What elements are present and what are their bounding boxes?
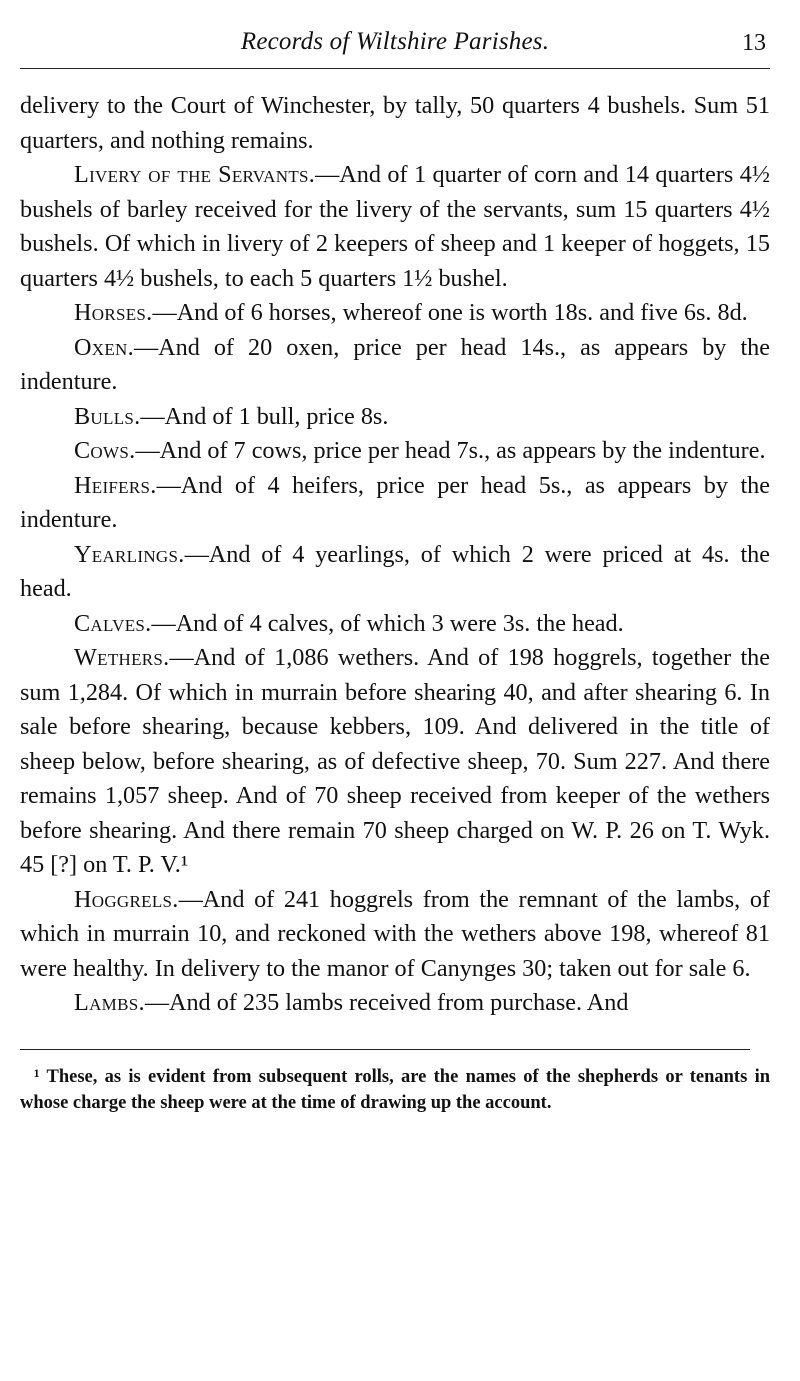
paragraph-heading: Heifers. bbox=[74, 471, 157, 499]
paragraph-heading: Bulls. bbox=[74, 402, 141, 430]
paragraph-hoggrels bbox=[20, 883, 770, 987]
paragraph-text: —And of 1 bull, price 8s. bbox=[140, 402, 389, 430]
paragraph-horses bbox=[20, 296, 770, 331]
paragraph-yearlings bbox=[20, 538, 770, 607]
body-text bbox=[20, 89, 770, 1021]
paragraph-heifers bbox=[20, 469, 770, 538]
paragraph-heading: Lambs. bbox=[74, 989, 145, 1016]
paragraph-delivery bbox=[20, 89, 770, 158]
paragraph-text: —And of 7 cows, price per head 7s., as appears by the indenture. bbox=[135, 437, 766, 464]
running-header bbox=[20, 24, 770, 69]
paragraph-heading: Livery of the Servants. bbox=[74, 161, 316, 188]
paragraph-calves bbox=[20, 607, 770, 642]
paragraph-heading: Calves. bbox=[74, 609, 152, 637]
paragraph-text: —And of 1,086 wethers. And of 198 hoggrels, together the sum 1,284. Of which in murrain before shearing 40, and after shearing 6. In sale before shearing, because kebbers, 109. And delivered in the title of sheep below, before shearing, as of defective sheep, 70. Sum 227. And there remains 1,057 sheep. And of 70 sheep received from keeper of the wethers before shearing. And there remain 70 sheep charged on W. P. 26 on T. Wyk. 45 [?] on T. P. V.¹ bbox=[20, 644, 770, 878]
paragraph-bulls bbox=[20, 400, 770, 435]
paragraph-heading: Cows. bbox=[74, 437, 136, 464]
paragraph-heading: Oxen. bbox=[74, 333, 134, 361]
paragraph-cows bbox=[20, 434, 770, 469]
paragraph-text: —And of 4 calves, of which 3 were 3s. the head. bbox=[151, 609, 624, 637]
paragraph-wethers bbox=[20, 641, 770, 883]
paragraph-heading: Wethers. bbox=[74, 644, 170, 671]
paragraph-text: —And of 4 heifers, price per head 5s., as appears by the indenture. bbox=[20, 471, 770, 533]
paragraph-livery bbox=[20, 158, 770, 296]
running-title: Records of Wiltshire Parishes. bbox=[240, 28, 550, 55]
paragraph-heading: Horses. bbox=[74, 299, 153, 326]
footnote-divider bbox=[20, 1049, 750, 1050]
page-number: 13 bbox=[742, 30, 766, 56]
paragraph-text: —And of 1 quarter of corn and 14 quarters 4½ bushels of barley received for the livery of the servants, sum 15 quarters 4½ bushels. Of which in livery of 2 keepers of sheep and 1 keeper of hoggets, 15 quarters 4½ bushels, to each 5 quarters 1½ bushel. bbox=[20, 161, 770, 292]
paragraph-lambs bbox=[20, 986, 770, 1021]
paragraph-text: —And of 6 horses, whereof one is worth 18s. and five 6s. 8d. bbox=[152, 299, 748, 326]
footnote: ¹ These, as is evident from subsequent rolls, are the names of the shepherds or tenants in whose charge the sheep were at the time of drawing up the account. bbox=[20, 1066, 770, 1113]
paragraph-text: delivery to the Court of Winchester, by tally, 50 quarters 4 bushels. Sum 51 quarters, and nothing remains. bbox=[20, 92, 770, 154]
paragraph-heading: Hoggrels. bbox=[74, 885, 179, 913]
paragraph-oxen bbox=[20, 331, 770, 400]
paragraph-text: —And of 235 lambs received from purchase. And bbox=[144, 989, 629, 1016]
paragraph-text: —And of 241 hoggrels from the remnant of the lambs, of which in murrain 10, and reckoned with the wethers above 198, whereof 81 were healthy. In delivery to the manor of Canynges 30; taken out for sale 6. bbox=[20, 885, 770, 982]
paragraph-text: —And of 20 oxen, price per head 14s., as appears by the indenture. bbox=[20, 333, 770, 395]
paragraph-text: —And of 4 yearlings, of which 2 were priced at 4s. the head. bbox=[20, 540, 770, 602]
paragraph-heading: Yearlings. bbox=[74, 540, 185, 568]
